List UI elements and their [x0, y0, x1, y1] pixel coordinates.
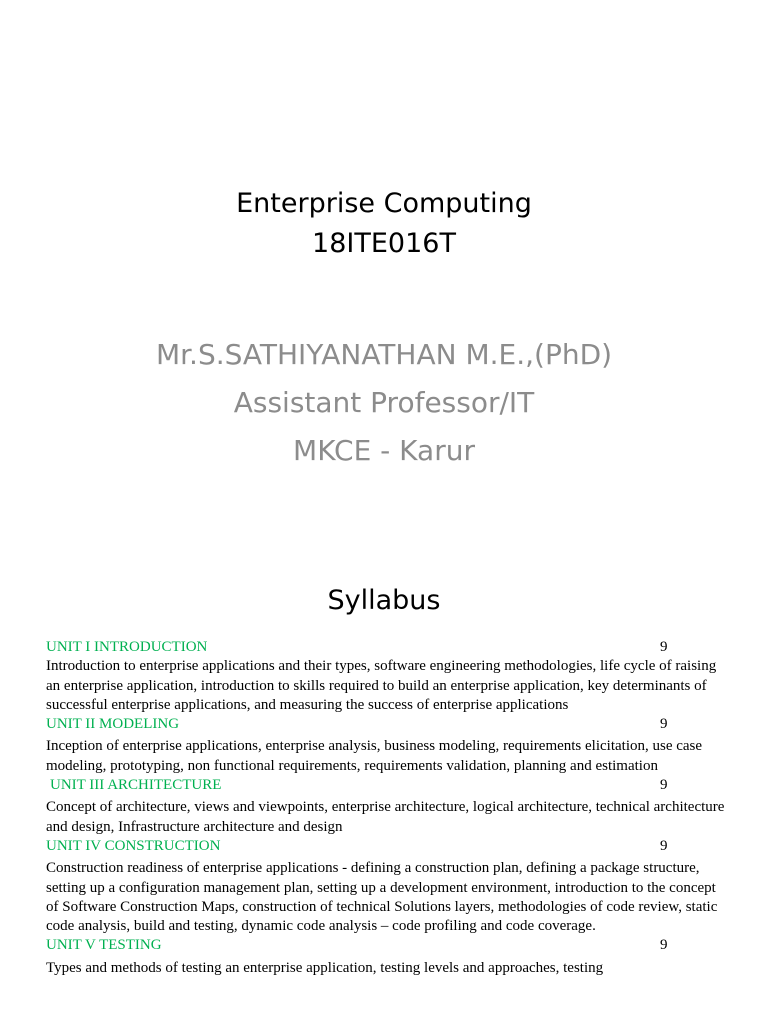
course-code: 18ITE016T: [312, 228, 456, 259]
unit-hours: 9: [660, 777, 668, 794]
unit-name: UNIT II MODELING: [46, 716, 180, 733]
unit-description: Concept of architecture, views and viewpoints, enterprise architecture, logical architecture, technical architecture and design, Infrastructure architecture and design: [46, 799, 725, 835]
unit-description: Construction readiness of enterprise applications - defining a construction plan, defining a package structure, setting up a configuration management plan, setting up a development environment, introduction to the concept of Software Construction Maps, construction of technical Solutions layers, methodologies of code review, static code analysis, build and testing, dynamic code analysis – code profiling and code coverage.: [46, 860, 718, 935]
unit-heading: [46, 638, 726, 657]
author-name: Mr.S.SATHIYANATHAN M.E.,(PhD): [155, 338, 613, 371]
unit-description: Introduction to enterprise applications and their types, software engineering methodologies, life cycle of raising an enterprise application, introduction to skills required to build an enterprise application, key determinants of successful enterprise applications, and measuring the success of enterprise applications: [46, 658, 717, 713]
syllabus-heading: Syllabus: [327, 585, 441, 616]
unit-heading: [46, 936, 726, 955]
unit-hours: 9: [660, 716, 668, 733]
unit-description: Types and methods of testing an enterprise application, testing levels and approaches, testing: [46, 959, 604, 976]
unit-name: UNIT V TESTING: [46, 937, 162, 954]
unit-hours: 9: [660, 837, 668, 854]
unit-description: Inception of enterprise applications, enterprise analysis, business modeling, requirements elicitation, use case modeling, prototyping, non functional requirements, requirements validation, planning and estimation: [46, 738, 703, 774]
unit-hours: 9: [660, 937, 668, 954]
unit-heading: [46, 837, 726, 856]
unit-name: UNIT I INTRODUCTION: [46, 639, 208, 655]
unit-heading: [46, 776, 726, 795]
unit-hours: 9: [660, 639, 668, 655]
course-title: Enterprise Computing: [236, 188, 532, 219]
unit-name: UNIT IV CONSTRUCTION: [46, 837, 221, 854]
syllabus-body: [46, 638, 726, 978]
unit-heading: [46, 715, 726, 734]
author-role: Assistant Professor/IT: [233, 386, 535, 419]
author-institution: MKCE - Karur: [293, 434, 475, 467]
unit-name: UNIT III ARCHITECTURE: [50, 777, 222, 794]
course-title-block: [0, 184, 768, 264]
author-block: [0, 331, 768, 475]
